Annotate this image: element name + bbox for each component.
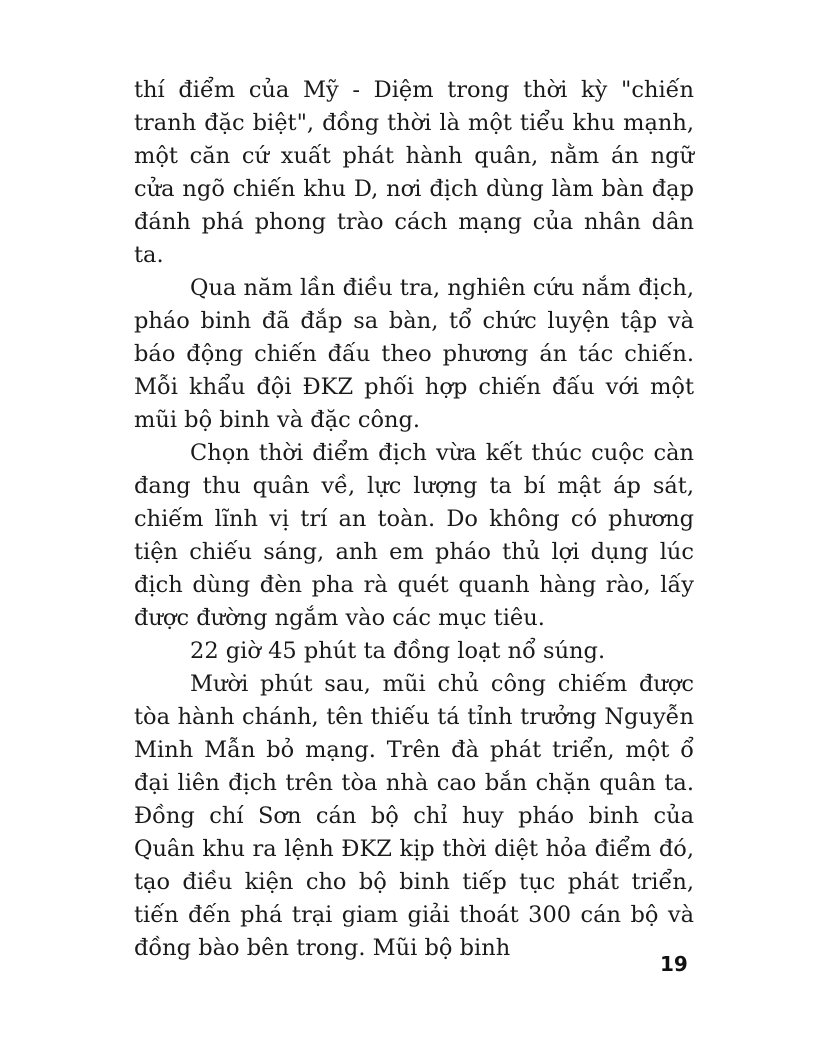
paragraph: Mười phút sau, mũi chủ công chiếm được tòa hành chánh, tên thiếu tá tỉnh trưởng Nguyễn Minh Mẫn bỏ mạng. Trên đà phát triển, một ổ đại liên địch trên tòa nhà cao bắn chặn quân ta. Đồng chí Sơn cán bộ chỉ huy pháo binh của Quân khu ra lệnh ĐKZ kịp thời diệt hỏa điểm đó, tạo điều kiện cho bộ binh tiếp tục phát triển, tiến đến phá trại giam giải thoát 300 cán bộ và đồng bào bên trong. Mũi bộ binh — [134, 671, 694, 961]
page-number: 19 — [660, 952, 688, 976]
body-text — [134, 74, 694, 965]
paragraph: 22 giờ 45 phút ta đồng loạt nổ súng. — [190, 638, 606, 664]
paragraph: Qua năm lần điều tra, nghiên cứu nắm địch, pháo binh đã đắp sa bàn, tổ chức luyện tập và báo động chiến đấu theo phương án tác chiến. Mỗi khẩu đội ĐKZ phối hợp chiến đấu với một mũi bộ binh và đặc công. — [134, 275, 694, 433]
paragraph: Chọn thời điểm địch vừa kết thúc cuộc càn đang thu quân về, lực lượng ta bí mật áp sát, chiếm lĩnh vị trí an toàn. Do không có phương tiện chiếu sáng, anh em pháo thủ lợi dụng lúc địch dùng đèn pha rà quét quanh hàng rào, lấy được đường ngắm vào các mục tiêu. — [134, 440, 694, 631]
paragraph-continued: thí điểm của Mỹ - Diệm trong thời kỳ "chiến tranh đặc biệt", đồng thời là một tiểu khu mạnh, một căn cứ xuất phát hành quân, nằm án ngữ cửa ngõ chiến khu D, nơi địch dùng làm bàn đạp đánh phá phong trào cách mạng của nhân dân ta. — [134, 77, 694, 268]
